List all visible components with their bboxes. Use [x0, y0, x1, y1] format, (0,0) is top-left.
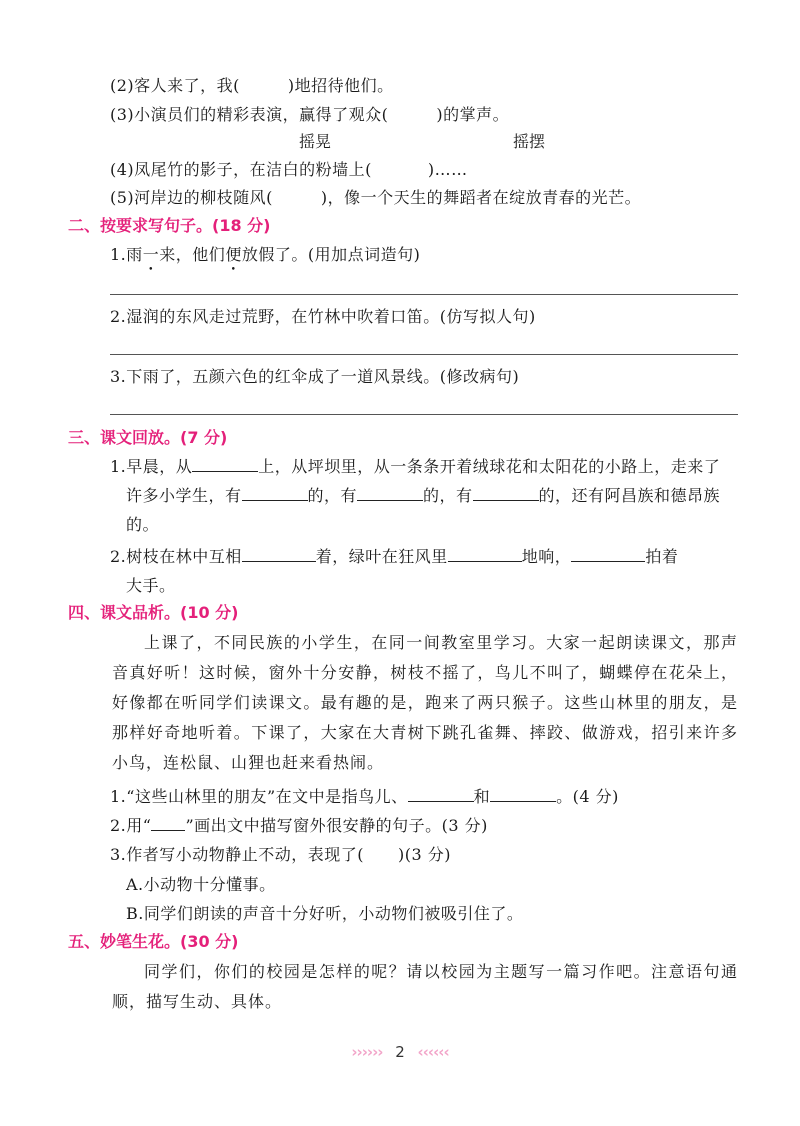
blank-3-2-b[interactable]: [448, 547, 522, 562]
question-1-4: (4)凤尾竹的影子，在洁白的粉墙上( )……: [110, 160, 468, 179]
question-4-2: 2.用“ ”画出文中描写窗外很安静的句子。(3 分): [110, 816, 488, 835]
question-3-2-line2: 大手。: [126, 576, 176, 595]
blank-4-1-b[interactable]: [490, 787, 556, 802]
blank-3-1-a[interactable]: [192, 457, 258, 472]
chevron-right-decoration: ››››››: [351, 1043, 383, 1061]
answer-line-2-3[interactable]: [110, 414, 738, 415]
reading-passage: 上课了，不同民族的小学生，在同一间教室里学习。大家一起朗读课文，那声音真好听！这时候，窗外十分安静，树枝不摇了，鸟儿不叫了，蝴蝶停在花朵上，好像都在听同学们读课文。最有趣的是，跑来了两只猴子。这些山林里的朋友，是那样好奇地听着。下课了，大家在大青树下跳孔雀舞、摔跤、做游戏，招引来许多小鸟，连松鼠、山狸也赶来看热闹。: [112, 633, 738, 772]
page-number: 2: [395, 1043, 405, 1061]
option-a[interactable]: A.小动物十分懂事。: [126, 875, 276, 894]
blank-3-2-a[interactable]: [242, 547, 316, 562]
question-3-1-line3: 的。: [126, 515, 160, 534]
dotted-word-1: 一: [142, 245, 160, 264]
section-4-heading: 四、课文品析。(10 分): [68, 603, 239, 622]
word-option-1: 摇晃: [299, 132, 332, 151]
section-2-heading: 二、按要求写句子。(18 分): [68, 216, 271, 235]
page-footer: [0, 1043, 800, 1061]
blank-4-1-a[interactable]: [408, 787, 474, 802]
blank-3-1-c[interactable]: [357, 486, 423, 501]
question-2-3: 3.下雨了，五颜六色的红伞成了一道风景线。(修改病句): [110, 367, 520, 386]
blank-3-1-d[interactable]: [473, 486, 539, 501]
dotted-word-2: 便: [225, 245, 242, 264]
chevron-left-decoration: ‹‹‹‹‹‹: [417, 1043, 449, 1061]
question-2-1: 1.雨一来，他们便放假了。(用加点词造句): [110, 245, 421, 264]
question-2-2: 2.湿润的东风走过荒野，在竹林中吹着口笛。(仿写拟人句): [110, 307, 536, 326]
question-3-2-line1: 2.树枝在林中互相 着，绿叶在狂风里 地响， 拍着: [110, 547, 679, 566]
word-option-2: 摇摆: [513, 132, 546, 151]
underline-sample: [151, 816, 185, 831]
section-3-heading: 三、课文回放。(7 分): [68, 428, 228, 447]
question-3-1-line1: 1.早晨，从 上，从坪坝里，从一条条开着绒球花和太阳花的小路上，走来了: [110, 457, 721, 476]
question-1-3: (3)小演员们的精彩表演，赢得了观众( )的掌声。: [110, 105, 510, 124]
question-1-5: (5)河岸边的柳枝随风( )，像一个天生的舞蹈者在绽放青春的光芒。: [110, 188, 642, 207]
option-b[interactable]: B.同学们朗读的声音十分好听，小动物们被吸引住了。: [126, 904, 524, 923]
writing-prompt: 同学们，你们的校园是怎样的呢？请以校园为主题写一篇习作吧。注意语句通顺，描写生动、具体。: [112, 962, 738, 1011]
question-3-1-line2: 许多小学生，有 的，有 的，有 的，还有阿昌族和德昂族: [126, 486, 721, 505]
question-1-2: (2)客人来了，我( )地招待他们。: [110, 76, 394, 95]
blank-3-1-b[interactable]: [242, 486, 308, 501]
question-4-1: 1.“这些山林里的朋友”在文中是指鸟儿、 和 。(4 分): [110, 787, 619, 806]
question-4-3: 3.作者写小动物静止不动，表现了( )(3 分): [110, 845, 452, 864]
section-5-heading: 五、妙笔生花。(30 分): [68, 932, 239, 951]
answer-line-2-2[interactable]: [110, 354, 738, 355]
blank-3-2-c[interactable]: [571, 547, 645, 562]
answer-line-2-1[interactable]: [110, 294, 738, 295]
